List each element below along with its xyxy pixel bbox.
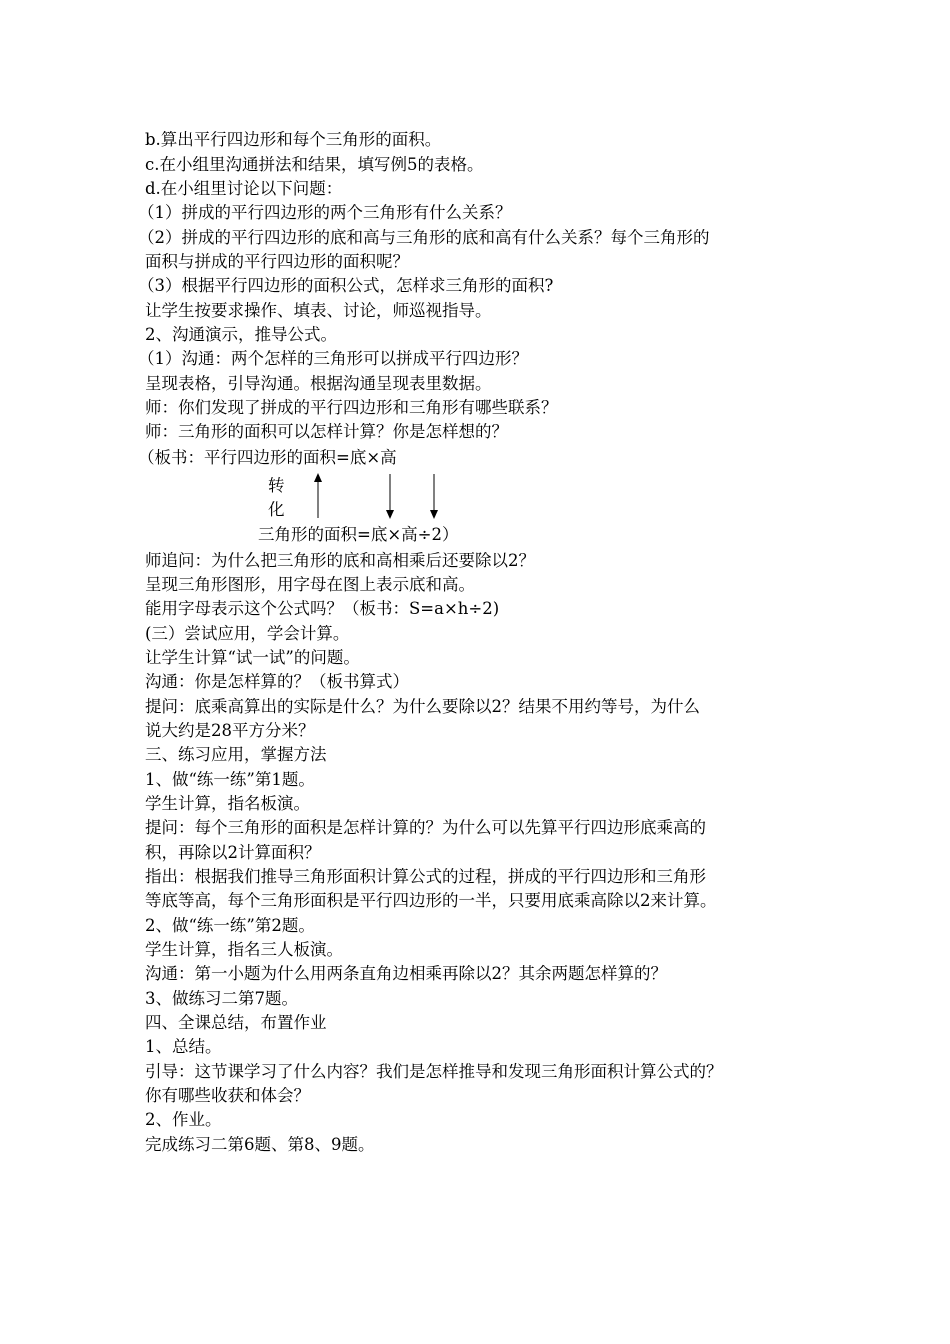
text-line: 2、沟通演示，推导公式。 (145, 325, 337, 344)
board-formula-top: （板书：平行四边形的面积=底×高 (138, 448, 397, 467)
text-line: 能用字母表示这个公式吗？（板书：S=a×h÷2) (145, 599, 500, 618)
text-line: b.算出平行四边形和每个三角形的面积。 (145, 130, 442, 149)
text-line: 学生计算，指名板演。 (145, 794, 310, 813)
text-line: 完成练习二第6题、第8、9题。 (145, 1135, 375, 1154)
text-line: 指出：根据我们推导三角形面积计算公式的过程，拼成的平行四边形和三角形 (145, 867, 706, 886)
text-line: 提问：每个三角形的面积是怎样计算的？为什么可以先算平行四边形底乘高的 (145, 818, 706, 837)
text-line: 学生计算，指名三人板演。 (145, 940, 343, 959)
board-formula-bottom: 三角形的面积=底×高÷2） (258, 525, 459, 544)
text-line: 让学生计算“试一试”的问题。 (145, 648, 360, 667)
text-line: 师追问：为什么把三角形的底和高相乘后还要除以2？ (145, 551, 535, 570)
up-arrow-head-icon (314, 473, 322, 482)
down-arrow-head-icon (386, 510, 394, 519)
text-line: 1、总结。 (145, 1037, 222, 1056)
text-line: 你有哪些收获和体会？ (145, 1086, 310, 1105)
text-line: 面积与拼成的平行四边形的面积呢？ (145, 252, 409, 271)
board-arrows (300, 470, 450, 526)
text-line: （1）沟通：两个怎样的三角形可以拼成平行四边形？ (138, 349, 528, 368)
text-line: 三、练习应用，掌握方法 (145, 745, 327, 764)
text-line: 呈现表格，引导沟通。根据沟通呈现表里数据。 (145, 374, 492, 393)
text-line: （1）拼成的平行四边形的两个三角形有什么关系？ (138, 203, 512, 222)
text-line: 2、作业。 (145, 1110, 222, 1129)
text-line: （3）根据平行四边形的面积公式，怎样求三角形的面积? (138, 276, 554, 295)
text-line: 3、做练习二第7题。 (145, 989, 298, 1008)
text-line: 1、做“练一练”第1题。 (145, 770, 315, 789)
board-hua: 化 (268, 500, 285, 519)
down-arrow-head-icon (430, 510, 438, 519)
text-line: 2、做“练一练”第2题。 (145, 916, 315, 935)
text-line: （2）拼成的平行四边形的底和高与三角形的底和高有什么关系？每个三角形的 (138, 228, 710, 247)
text-line: 师：三角形的面积可以怎样计算？你是怎样想的？ (145, 422, 508, 441)
text-line: 让学生按要求操作、填表、讨论，师巡视指导。 (145, 301, 492, 320)
text-line: 四、全课总结，布置作业 (145, 1013, 327, 1032)
text-line: 呈现三角形图形，用字母在图上表示底和高。 (145, 575, 475, 594)
text-line: 说大约是28平方分米？ (145, 721, 315, 740)
text-line: 师：你们发现了拼成的平行四边形和三角形有哪些联系？ (145, 398, 558, 417)
text-line: c.在小组里沟通拼法和结果，填写例5的表格。 (145, 155, 484, 174)
text-line: d.在小组里讨论以下问题： (145, 179, 343, 198)
text-line: 提问：底乘高算出的实际是什么？为什么要除以2？结果不用约等号，为什么 (145, 697, 700, 716)
text-line: (三）尝试应用，学会计算。 (145, 624, 350, 643)
board-zhuan: 转 (268, 476, 285, 495)
text-line: 积，再除以2计算面积？ (145, 843, 321, 862)
text-line: 引导：这节课学习了什么内容？我们是怎样推导和发现三角形面积计算公式的？ (145, 1062, 723, 1081)
text-line: 沟通：第一小题为什么用两条直角边相乘再除以2？其余两题怎样算的？ (145, 964, 667, 983)
text-line: 等底等高，每个三角形面积是平行四边形的一半，只要用底乘高除以2来计算。 (145, 891, 717, 910)
text-line: 沟通：你是怎样算的？（板书算式） (145, 672, 409, 691)
